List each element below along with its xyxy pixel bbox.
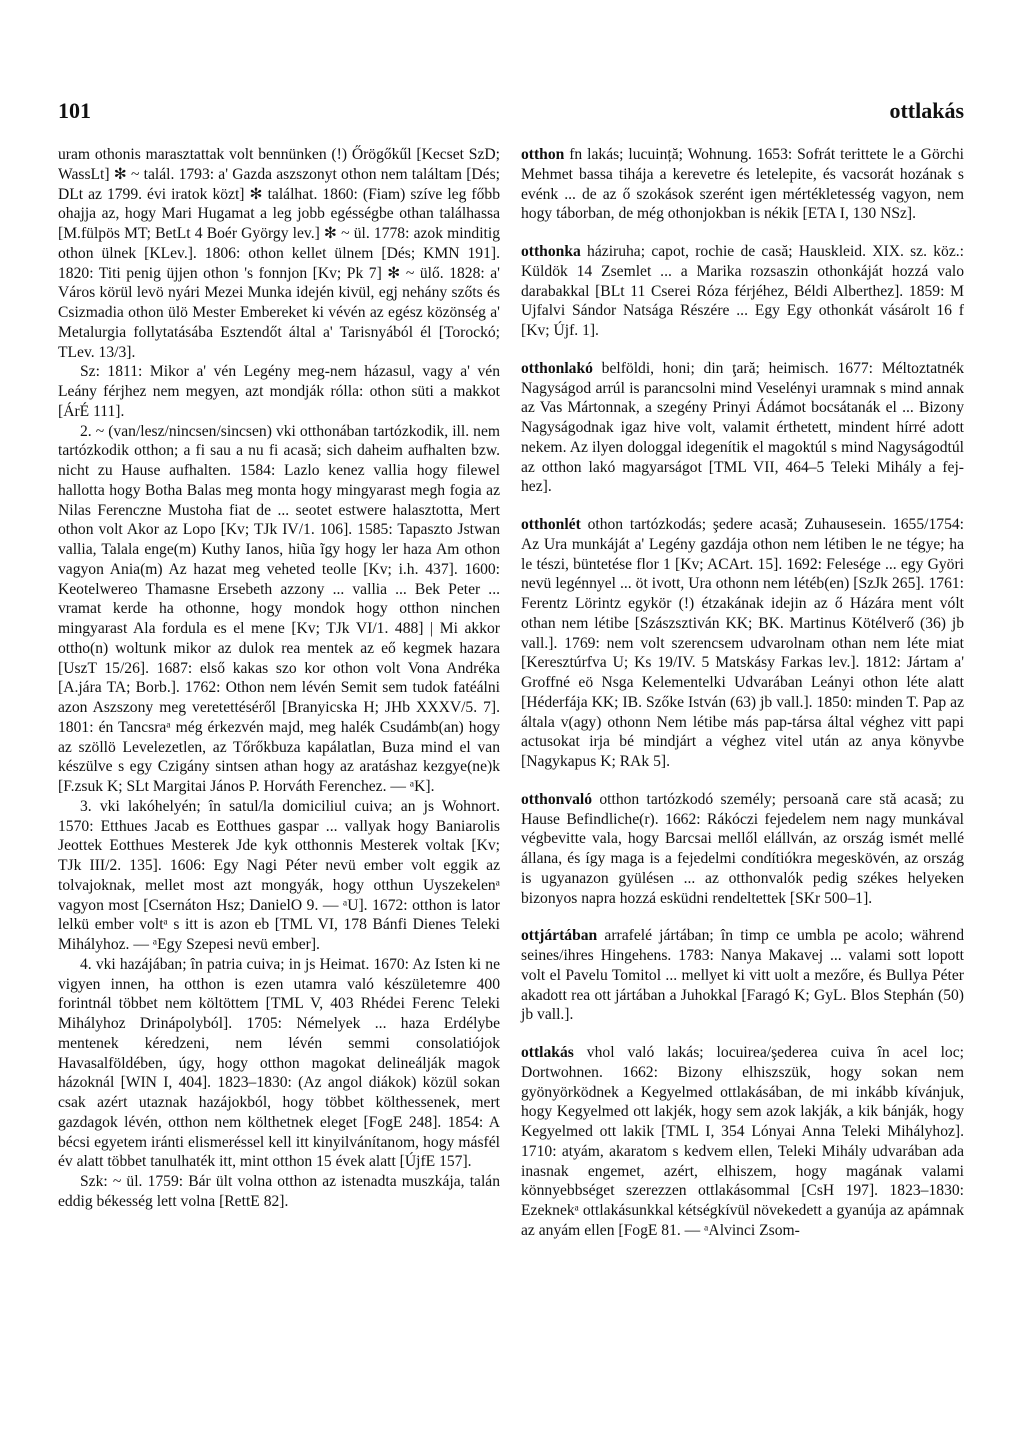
page-header	[58, 98, 964, 134]
entry-headword: otthonka	[521, 243, 581, 260]
paragraph: Sz: 1811: Mikor a' vén Legény meg-nem házasul, vagy a' vén Leány férjhez nem megyen, azt mondják rólla: othon süti a makkot [ÁrÉ 111].	[58, 363, 500, 420]
entry-body: vhol való lakás; locuirea/şederea cuiva în acel loc; Dortwohnen. 1662: Bizony elhiszszük, hogy sokan nem gyönyörködnek a Kegyelmed ottlakásában, de mi inkább kívánjuk, hogy Kegyelmed ott lakjék, hogy sem azok lakják, a kik bánják, hogy Kegyelmed ott lakik [TML I, 354 Lónyai Anna Teleki Mihályhoz]. 1710: atyám, akaratom s kedvem ellen, Teleki Mihály udvarában ada inasnak engemet, azért, elhiszem, hogy magának valami könnyebbséget szerezzen ottlakásommal [CsH 197]. 1823–1830: Ezeknekᵃ ottlakásunkkal kétségkívül növekedett a gyanúja az apámnak az anyám ellen [FogE 81. — ᵃAlvinci Zsom-	[521, 1044, 964, 1239]
paragraph: uram othonis marasztattak volt bennünken (!) Őrögőkűl [Kecset SzD; WassLt] ✻ ~ talál. 1793: a' Gazda aszszonyt othon nem találtam [Dés; DLt az 1799. évi iratok közt] ✻ találhat. 1860: (Fiam) szíve leg főbb ohajja az, hogy Mari Hugamat a leg jobb egésségbe othan találhassa [M.fülpös MT; BetLt 4 Boér György lev.] ✻ ~ ül. 1778: azok minditig othon ülnek [KLev.]. 1806: othon kellet ülnem [Dés; KMN 191]. 1820: Titi penig üjjen othon 's fonnjon [Kv; Pk 7] ✻ ~ ülő. 1828: a' Város körül levö nyári Mezei Munka idején kivül, egj nehány szőts és Csizmadia othon ülö Mester Embereket ki vévén az egész közönség a' Metalurgia follytatásába Esztendőt által a' Tarisnyából él [Torockó; TLev. 13/3].	[58, 146, 500, 361]
entry-headword: ottlakás	[521, 1044, 574, 1061]
entry-body: belföldi, honi; din ţară; heimisch. 1677: Méltoztatnék Nagyságod arrúl is parancsolni mind Veselényi uramnak s mind annak az Vas Mártonnak, a szegény Prinyi Ádámot bocsátanák el ... Bizony Nagyságodnak igaz hive volt, valamit érthetett, mindent hírré adott nekem. Az ilyen dologgal idegenítik el magoktúl s mind Nagyságodtúl az otthon lakó magyarságot [TML VII, 464–5 Teleki Mihály a fej-hez].	[521, 359, 964, 496]
dictionary-entry	[521, 242, 964, 341]
dictionary-entry	[521, 515, 964, 772]
dictionary-entry	[521, 359, 964, 497]
entry-headword: otthon	[521, 146, 565, 163]
dictionary-entry	[521, 790, 964, 909]
entry-body: háziruha; capot, rochie de casă; Hauskleid. XIX. sz. köz.: Küldök 14 Zsemlet ... a Marika rozsaszin othonkáját hozzá valo darabakkal [BLt 11 Cserei Róza férjéhez, Béldi Alberthez]. 1859: M Ujfalvi Sándor Natsága Részére ... Egy Egy othonkát vásárolt 16 f [Kv; Újf. 1].	[521, 243, 964, 339]
right-column	[521, 145, 964, 1241]
entry-headword: otthonlét	[521, 516, 581, 533]
entry-body: arrafelé jártában; în timp ce umbla pe acolo; während seines/ihres Hingehens. 1783: Nanya Makavej ... valami sott lopott volt el Pavelu Tomitol ... mellyet ki vitt uolt a mezőre, és Bullya Péter akadott rea ott jártában a Juhokkal [Faragó K; GyL. Blos Stephán (50) jb vall.].	[521, 927, 964, 1024]
paragraph: 4. vki hazájában; în patria cuiva; in js Heimat. 1670: Az Isten ki ne vigyen innen, ha otthon is ezen utamra való készületemre 400 forintnál többet nem költöttem [TML V, 403 Rhédei Ferenc Teleki Mihályhoz Drinápolyból]. 1705: Némelyek ... haza Erdélybe mentenek kéredzeni, nem lévén semmi consolatiójok Havasalföldében, úgy, hogy otthon magokat delineálják magok házoknál [WIN I, 404]. 1823–1830: (Az angol diákok) közül sokan csak azért utaznak hazájokból, hogy többet költhessenek, mert gazdagok lévén, otthon nem költhetnek eleget [FogE 248]. 1854: A bécsi egyetem iránti elismeréssel kell itt kinyilvánítanom, hogy másfél év alatt többet tanulhaték itt, mint otthon 15 évek alatt [ÚjfE 157].	[58, 955, 500, 1171]
entry-headword: ottjártában	[521, 927, 598, 945]
dictionary-entry	[521, 1043, 964, 1241]
page-number: 101	[58, 98, 91, 123]
entry-headword: otthonlakó	[521, 359, 593, 377]
dictionary-entry	[521, 145, 964, 224]
running-head: ottlakás	[889, 98, 964, 123]
paragraph: Szk: ~ ül. 1759: Bár ült volna otthon az istenadta muszkája, talán eddig békesség lett volna [RettE 82].	[58, 1173, 500, 1210]
left-column	[58, 145, 500, 1212]
entry-headword: otthonvaló	[521, 790, 593, 808]
paragraph: 3. vki lakóhelyén; în satul/la domiciliul cuiva; an js Wohnort. 1570: Etthues Jacab es Eotthues gaspar ... vallyak hogy Baniarolis Jeottek Eotthues Mesterek Jde kyk otthonnis Mesterek voltak [Kv; TJk III/2. 135]. 1606: Egy Nagi Péter nevü ember volt eggik az tolvajoknak, mellet most azt mongyák, hogy otthun Uyszekelenᵃ vagyon most [Csernáton Hsz; DanielO 9. — ᵃU]. 1672: otthon is lator lelkü ember voltᵃ s itt is azon eb [TML VI, 178 Bánfi Dienes Teleki Mihályhoz. — ᵃEgy Szepesi nevü ember].	[58, 797, 500, 953]
paragraph: 2. ~ (van/lesz/nincsen/sincsen) vki otthonában tartózkodik, ill. nem tartózkodik otthon; a fi sau a nu fi acasă; sich daheim aufhalten bzw. nicht zu Hause aufhalten. 1584: Lazlo kenez vallia hogy filewel hallotta hogy Botha Balas meg monta hogy mingyarast megh fogia az Nilas Ferenczne Mustoha fiat de ... seotet estwere halasztotta, Mert othon volt Akor az Lopo [Kv; TJk IV/1. 106]. 1585: Tapaszto Jstwan vallia, Talala enge(m) Kuthy Ianos, hiũa ĩgy hogy ler haza Am othon vagyon Ania(m) Az hazat meg veheted teolle [Kv; i.h. 437]. 1600: Keotelwereo Thamasne Ersebeth azzony ... vallia ... Bek Peter ... vramat kerde ha othonne, hogy mondok hogy otthon ninchen mingyarast Ala fordula es el mene [Kv; TJk VI/1. 488] | Mi akkor ottho(n) woltunk mikor az dulok rea mentek az eő kegmek hazara [UszT 15/26]. 1687: első kakas szo kor othon volt Vona Andréka [A.jára TA; Borb.]. 1762: Othon nem lévén Semit sem tudok fatéálni azon Aszszony meg veretettéséről [Branyicska H; JHb XXXV/5. 7]. 1801: én Tancsraᵃ még érkezvén majd, meg halék Csudámb(an) hogy az szöllö Levelezetlen, az Tőrőkbuza kapálatlan, Buza mind el van készülve s egy Czigány sintsen athan hogy az aratáshaz kezgye(ne)k [F.zsuk K; SLt Margitai János P. Horváth Ferenchez. — ᵃK].	[58, 422, 500, 795]
entry-body: otthon tartózkodó személy; persoană care stă acasă; zu Hause Befindliche(r). 1662: Rákóczi fejedelem nem nagy munkával végbevitte vala, hogy Barcsai mellől elállván, az ország ismét mellé állana, és így maga is a fejedelmi condítiókra megeskövén, az ország is ugyanazon gyülésen ... az otthonvalók pedig székes helyeken bizonyos napra hozzá esküdni rendeltettek [SKr 500–1].	[521, 790, 964, 907]
entry-body: fn lakás; lucuință; Wohnung. 1653: Sofrát terittete le a Görchi Mehmet bassa tihája a kerevetre és letelepite, és vacsorát hozának s evénk ... de az ő szokások szerént igen mértékletesség vagyon, nem hogy táborban, de még othonjokban is nékik [ETA I, 130 NSz].	[521, 146, 964, 223]
dictionary-entry	[521, 926, 964, 1025]
entry-body: othon tartózkodás; şedere acasă; Zuhausesein. 1655/1754: Az Ura munkáját a' Legény gazdája othon nem létiben le ne tégye; ha le tészi, büntetése flor 1 [Kv; ACArt. 15]. 1692: Felesége ... egy Györi nevü legénnyel ... öt ivott, Ura othonn nem létéb(en) [SzJk 265]. 1761: Ferentz Lörintz egykör (!) étzakának idejin az ő Házára ment vólt othan nem létibe [Szászsztiván KK; BK. Martinus Kötélverő (36) jb vall.]. 1769: nem volt szerencsem udvarolnam othan nem léte miat [Keresztúrfva U; Ks 19/IV. 5 Matskásy Farkas lev.]. 1812: Jártam a' Groffné eö Nsga Kelementelki Udvarában Leányi othon léte alatt [Héderfája KK; IB. Szőke István (63) jb vall.]. 1850: minden T. Pap az általa v(agy) othonn Nem létibe más pap-társa által véghez vitt papi actusokat irja bé mindjárt a véghez vitel után az anya könyvbe [Nagykapus K; RAk 5].	[521, 516, 964, 770]
